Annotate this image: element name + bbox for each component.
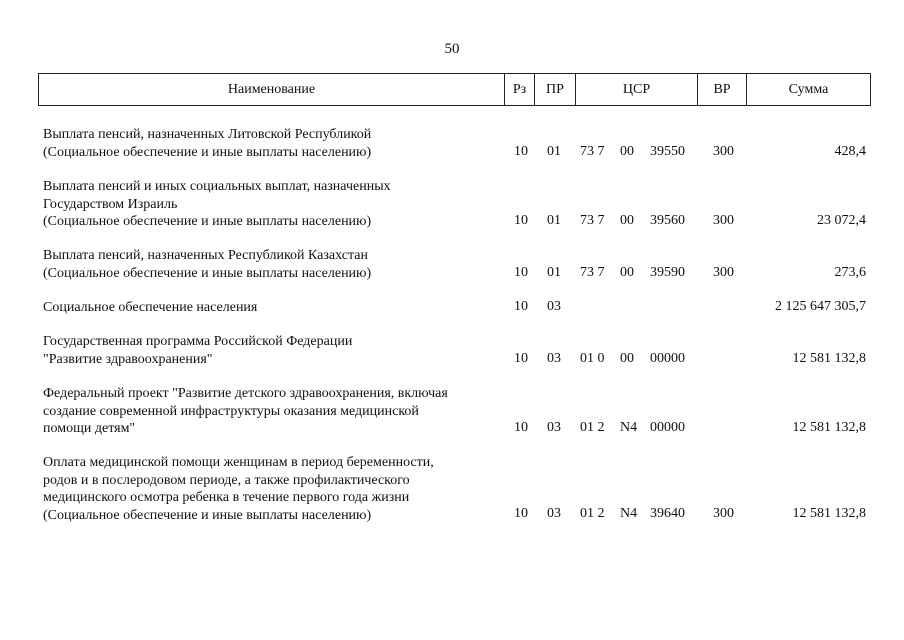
row-pr: 03 (547, 420, 561, 435)
row-csr-program: 01 0 (580, 351, 605, 366)
row-sum: 12 581 132,8 (792, 420, 866, 435)
row-pr: 01 (547, 144, 561, 159)
row-csr-subprogram: 00 (620, 213, 634, 228)
row-rz: 10 (514, 213, 528, 228)
row-rz: 10 (514, 265, 528, 280)
row-name: Государственная программа Российской Федерации "Развитие здравоохранения" (43, 334, 353, 367)
row-vr: 300 (713, 506, 734, 521)
row-rz: 10 (514, 299, 528, 314)
row-name: Социальное обеспечение населения (43, 300, 258, 315)
table-header (38, 73, 871, 106)
row-sum: 2 125 647 305,7 (775, 299, 866, 314)
row-pr: 03 (547, 299, 561, 314)
row-vr: 300 (713, 265, 734, 280)
row-sum: 12 581 132,8 (792, 351, 866, 366)
row-csr-program: 73 7 (580, 265, 605, 280)
row-pr: 03 (547, 351, 561, 366)
row-sum: 428,4 (834, 144, 866, 159)
row-pr: 03 (547, 506, 561, 521)
row-csr-direction: 39550 (650, 144, 685, 159)
page-number: 50 (444, 41, 460, 57)
row-rz: 10 (514, 144, 528, 159)
row-csr-subprogram: 00 (620, 351, 634, 366)
row-rz: 10 (514, 420, 528, 435)
row-csr-subprogram: 00 (620, 144, 634, 159)
row-pr: 01 (547, 265, 561, 280)
row-vr: 300 (713, 213, 734, 228)
header-rz: Рз (505, 74, 535, 105)
row-sum: 12 581 132,8 (792, 506, 866, 521)
row-rz: 10 (514, 351, 528, 366)
row-csr-program: 73 7 (580, 213, 605, 228)
row-csr-program: 01 2 (580, 506, 605, 521)
row-csr-program: 01 2 (580, 420, 605, 435)
row-pr: 01 (547, 213, 561, 228)
row-csr-program: 73 7 (580, 144, 605, 159)
header-csr: ЦСР (576, 74, 698, 105)
row-name: Оплата медицинской помощи женщинам в период беременности, родов и в послеродовом периоде, а также профилактического медицинского осмотра ребенка в течение первого года жизни (Социальное обеспечение и иные выплаты населению) (43, 455, 434, 523)
header-name: Наименование (39, 74, 505, 105)
row-csr-direction: 00000 (650, 420, 685, 435)
row-rz: 10 (514, 506, 528, 521)
row-csr-subprogram: 00 (620, 265, 634, 280)
row-name: Выплата пенсий, назначенных Республикой Казахстан (Социальное обеспечение и иные выплаты населению) (43, 248, 372, 281)
row-csr-subprogram: N4 (620, 506, 638, 521)
header-pr: ПР (535, 74, 576, 105)
row-vr: 300 (713, 144, 734, 159)
row-name: Выплата пенсий и иных социальных выплат, назначенных Государством Израиль (Социальное обеспечение и иные выплаты населению) (43, 179, 391, 229)
row-csr-subprogram: N4 (620, 420, 638, 435)
row-name: Федеральный проект "Развитие детского здравоохранения, включая создание современной инфраструктуры оказания медицинской помощи детям" (43, 386, 448, 436)
row-sum: 273,6 (834, 265, 866, 280)
row-sum: 23 072,4 (817, 213, 866, 228)
row-name: Выплата пенсий, назначенных Литовской Республикой (Социальное обеспечение и иные выплаты населению) (43, 127, 372, 160)
row-csr-direction: 00000 (650, 351, 685, 366)
header-vr: ВР (698, 74, 747, 105)
row-csr-direction: 39560 (650, 213, 685, 228)
header-sum: Сумма (788, 81, 829, 97)
row-csr-direction: 39640 (650, 506, 685, 521)
row-csr-direction: 39590 (650, 265, 685, 280)
